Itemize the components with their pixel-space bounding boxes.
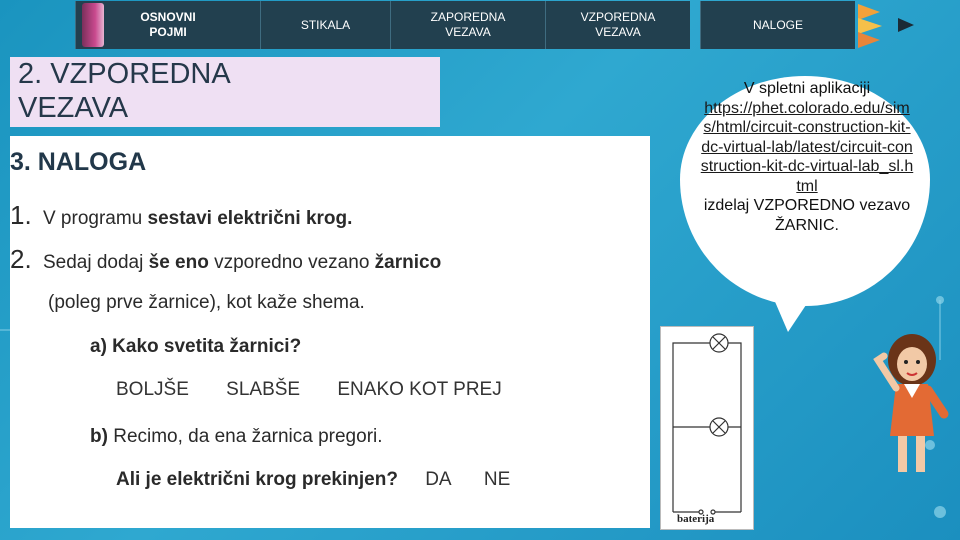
option-better[interactable]: BOLJŠE xyxy=(116,379,189,400)
speech-bubble-text xyxy=(700,79,914,235)
option-worse[interactable]: SLABŠE xyxy=(226,379,301,400)
option-no[interactable]: NE xyxy=(483,469,511,490)
question-a-options xyxy=(116,379,502,401)
step-1-emphasis: sestavi električni krog. xyxy=(147,208,353,229)
option-yes[interactable]: DA xyxy=(425,469,451,490)
option-same[interactable]: ENAKO KOT PREJ xyxy=(337,379,502,400)
nav-tasks-button[interactable] xyxy=(700,1,855,49)
step-2-text-a: Sedaj dodaj xyxy=(42,252,149,273)
step-2-number: 2. xyxy=(10,244,32,274)
step-2 xyxy=(10,244,441,275)
step-1-text: V programu xyxy=(42,208,148,229)
nav-series-label: ZAPOREDNA VEZAVA xyxy=(430,10,506,39)
nav-basics-label: OSNOVNI POJMI xyxy=(140,10,196,39)
step-1-number: 1. xyxy=(10,200,32,230)
nav-tasks-label: NALOGE xyxy=(752,17,803,32)
speech-bubble-tail xyxy=(770,290,816,332)
page-title: 2. VZPOREDNA VEZAVA xyxy=(18,58,230,124)
question-b xyxy=(90,426,383,448)
title-box xyxy=(10,57,440,127)
battery-label: baterija xyxy=(677,513,715,525)
task-heading: 3. NALOGA xyxy=(10,148,147,176)
step-2-emphasis-b: žarnico xyxy=(374,252,442,273)
question-b2-text: Ali je električni krog prekinjen? xyxy=(116,469,398,490)
nav-switches-label: STIKALA xyxy=(300,17,351,32)
pencils-icon[interactable] xyxy=(858,2,918,48)
phet-link[interactable]: https://phet.colorado.edu/sims/html/circuit-construction-kit-dc-virtual-lab/latest/circuit-construction-kit-dc-virtual-lab_sl.html xyxy=(700,99,914,195)
task-panel xyxy=(10,136,650,528)
nav-parallel-label: VZPOREDNA VEZAVA xyxy=(580,10,656,39)
nav-series-button[interactable] xyxy=(390,1,545,49)
bulb-2-icon xyxy=(710,418,728,436)
nav-parallel-button[interactable] xyxy=(545,1,690,49)
nav-switches-button[interactable] xyxy=(260,1,390,49)
bulb-1-icon xyxy=(710,334,728,352)
step-2-line-2: (poleg prve žarnice), kot kaže shema. xyxy=(48,292,365,313)
question-b-label: b) xyxy=(90,426,108,447)
teacher-illustration xyxy=(860,318,955,478)
question-b-text: Recimo, da ena žarnica pregori. xyxy=(107,426,383,447)
question-a: a) Kako svetita žarnici? xyxy=(90,336,302,357)
step-1 xyxy=(10,200,352,231)
bubble-line-2: izdelaj VZPOREDNO vezavo ŽARNIC. xyxy=(703,197,911,234)
book-icon xyxy=(82,3,104,47)
nav-basics-button[interactable] xyxy=(75,1,260,49)
step-2-emphasis-a: še eno xyxy=(148,252,209,273)
step-2-text-b: vzporedno vezano xyxy=(208,252,375,273)
bubble-line-1: V spletni aplikaciji xyxy=(743,80,871,97)
question-b2 xyxy=(116,469,510,491)
circuit-schema xyxy=(660,326,754,530)
